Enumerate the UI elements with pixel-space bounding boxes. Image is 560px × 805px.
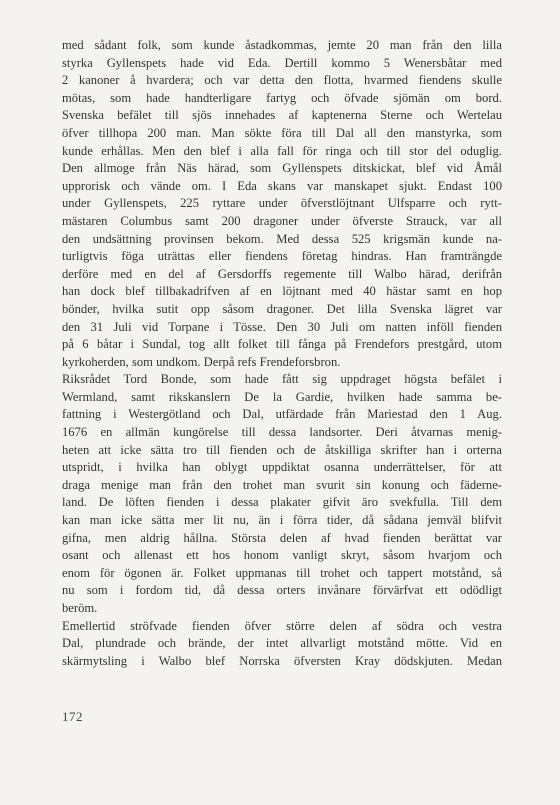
text-line: gifna, men aldrig hållna. Största delen af hvad fienden berättat var	[62, 530, 502, 545]
text-line: Den allmoge från Näs härad, som Gyllenspets ditskickat, blef vid Åmål	[62, 161, 502, 176]
text-line: med sådant folk, som kunde åstadkommas, jemte 20 man från den lilla	[62, 38, 502, 52]
text-line: land. De löften fienden i dessa plakater gifvit äro svekfulla. Till dem	[62, 495, 502, 510]
paragraph-3	[62, 618, 502, 671]
text-line: 2 kanoner å hvardera; och var detta den flotta, hvarmed fiendens skulle	[62, 73, 502, 88]
text-line: mästaren Columbus samt 200 dragoner under öfverste Strauck, var all	[62, 213, 502, 228]
page-number: 172	[62, 709, 83, 724]
text-line: Emellertid ströfvade fienden öfver större delen af södra och vestra	[62, 618, 502, 633]
text-line: nu som i fordom tid, då dessa orters invånare förvärfvat ett odödligt	[62, 583, 502, 598]
text-line: utspridt, i hvilka han oblygt uppdiktat osanna underrättelser, för att	[62, 460, 502, 475]
text-line: skärmytsling i Walbo blef Norrska öfversten Kray dödskjuten. Medan	[62, 653, 502, 668]
text-line: turligtvis föga uträttas eller fiendens företag hindras. Han framträngde	[62, 249, 502, 264]
text-line: fattning i Westergötland och Dal, utfärdade från Mariestad den 1 Aug.	[62, 407, 502, 422]
text-line: bönder, hvilka sutit opp såsom dragoner. Det lilla Svenska lägret var	[62, 301, 502, 316]
text-line: osant och allenast ett hos honom vanligt skryt, såsom hvarjom och	[62, 548, 502, 563]
text-line: heten att icke sätta tro till fienden och de åtskilliga skrifter han i orterna	[62, 442, 502, 457]
text-line: Wermland, samt rikskanslern De la Gardie, hvilken hade samma be-	[62, 389, 502, 404]
text-line: derföre med en del af Gersdorffs regemente till Walbo härad, derifrån	[62, 266, 502, 281]
text-line: under Gyllenspets, 225 ryttare under öfverstlöjtnant Ulfsparre och rytt-	[62, 196, 502, 211]
text-line: Riksrådet Tord Bonde, som hade fått sig uppdraget högsta befälet i	[62, 372, 502, 387]
text-line: Dal, plundrade och brände, der intet allvarligt motstånd mötte. Vid en	[62, 636, 502, 651]
text-line: på 6 båtar i Sundal, tog allt folket till fånga på Frendefors prestgård, utom	[62, 337, 502, 352]
text-line: han dock blef tillbakadrifven af en löjtnant med 40 hästar samt en hop	[62, 284, 502, 299]
paragraph-2	[62, 371, 502, 617]
text-line: kan man icke sätta mer lit nu, än i förra tider, då sådana jemväl blifvit	[62, 513, 502, 528]
paragraph-1	[62, 37, 502, 371]
text-line: den 31 Juli vid Torpane i Tösse. Den 30 Juli om natten inföll fienden	[62, 319, 502, 334]
text-line: den undsättning provinsen bekom. Med dessa 525 krigsmän kunde na-	[62, 231, 502, 246]
text-line: kunde erhållas. Men den blef i alla fall för ringa och till stor del oduglig.	[62, 143, 502, 158]
text-line: mötas, som hade handterligare fartyg och öfvade sjömän om bord.	[62, 90, 502, 105]
text-line: 1676 en allmän kungörelse till dessa landsorter. Deri åtvarnas menig-	[62, 425, 502, 440]
text-line: enom för ögonen är. Folket uppmanas till trohet och tappert motstånd, så	[62, 565, 502, 580]
text-line: beröm.	[62, 601, 98, 615]
text-line: Svenska befälet till sjös innehades af kaptenerna Sterne och Wertelau	[62, 108, 502, 123]
text-line: draga menige man från den trohet man svurit sin konung och fäderne-	[62, 477, 502, 492]
text-line: styrka Gyllenspets hade vid Eda. Dertill kommo 5 Wenersbåtar med	[62, 55, 502, 70]
text-line: kyrkoherden, som undkom. Derpå refs Frendeforsbron.	[62, 354, 341, 369]
text-line: öfver tillhopa 200 man. Man sökte föra till Dal all den manstyrka, som	[62, 125, 502, 140]
page-body	[62, 37, 502, 670]
text-line: upprorisk och vände om. I Eda skans var manskapet sjukt. Endast 100	[62, 178, 502, 193]
